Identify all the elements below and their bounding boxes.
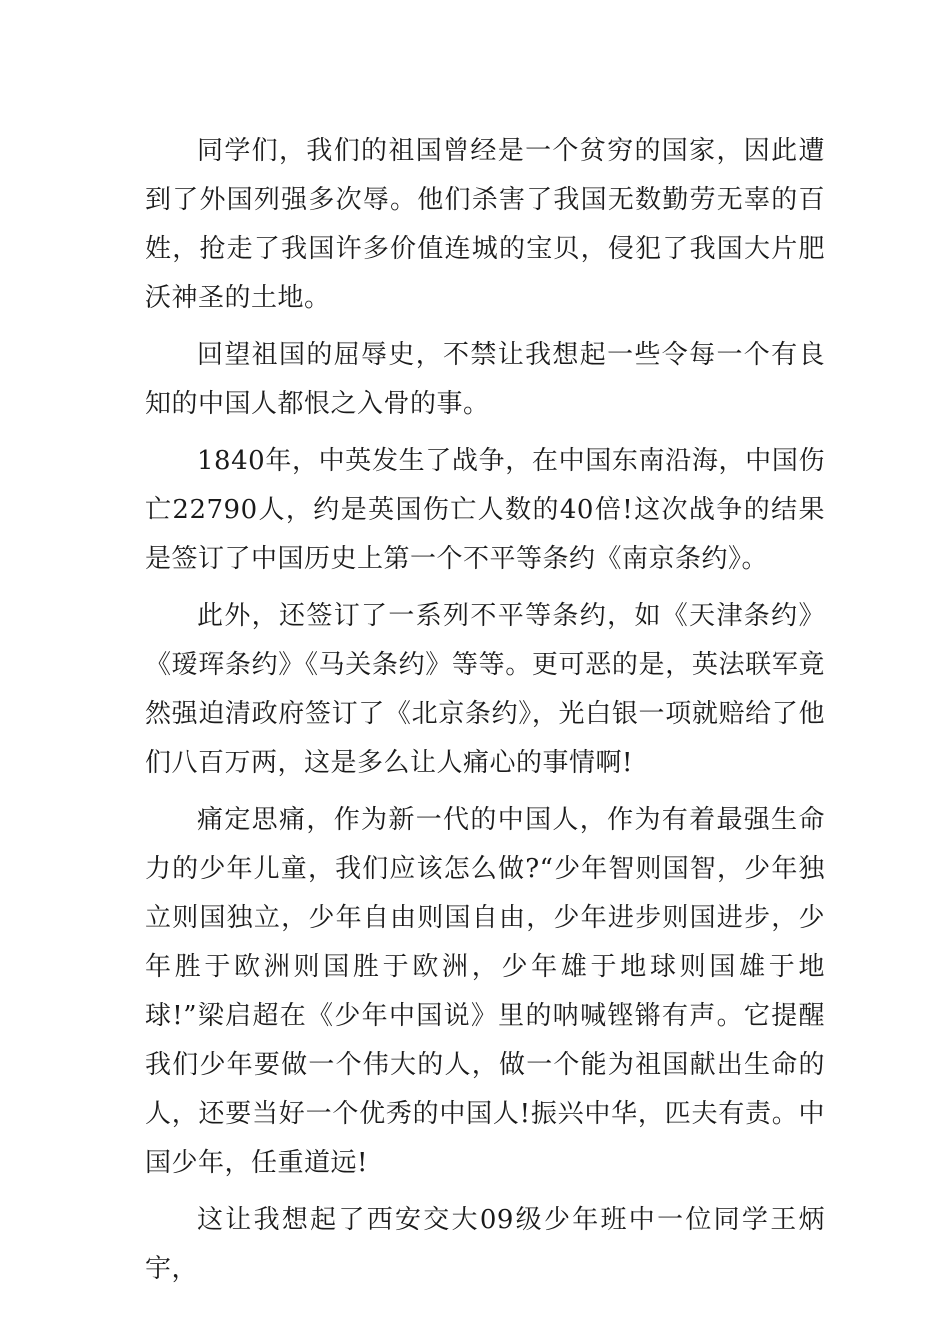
document-body bbox=[145, 127, 825, 1294]
paragraph-4: 此外，还签订了一系列不平等条约，如《天津条约》《瑷珲条约》《马关条约》等等。更可恶的是，英法联军竟然强迫清政府签订了《北京条约》，光白银一项就赔给了他们八百万两，这是多么让人痛心的事情啊! bbox=[145, 601, 825, 778]
paragraph-2: 回望祖国的屈辱史，不禁让我想起一些令每一个有良知的中国人都恨之入骨的事。 bbox=[145, 340, 825, 419]
paragraph-1: 同学们，我们的祖国曾经是一个贫穷的国家，因此遭到了外国列强多次辱。他们杀害了我国无数勤劳无辜的百姓，抢走了我国许多价值连城的宝贝，侵犯了我国大片肥沃神圣的土地。 bbox=[145, 136, 825, 313]
paragraph-6: 这让我想起了西安交大09级少年班中一位同学王炳宇， bbox=[145, 1205, 825, 1284]
paragraph-5: 痛定思痛，作为新一代的中国人，作为有着最强生命力的少年儿童，我们应该怎么做?“少年智则国智，少年独立则国独立，少年自由则国自由，少年进步则国进步，少年胜于欧洲则国胜于欧洲，少年雄于地球则国雄于地球!”梁启超在《少年中国说》里的呐喊铿锵有声。它提醒我们少年要做一个伟大的人，做一个能为祖国献出生命的人，还要当好一个优秀的中国人!振兴中华，匹夫有责。中国少年，任重道远! bbox=[145, 805, 825, 1178]
paragraph-3: 1840年，中英发生了战争，在中国东南沿海，中国伤亡22790人，约是英国伤亡人数的40倍!这次战争的结果是签订了中国历史上第一个不平等条约《南京条约》。 bbox=[145, 446, 825, 574]
